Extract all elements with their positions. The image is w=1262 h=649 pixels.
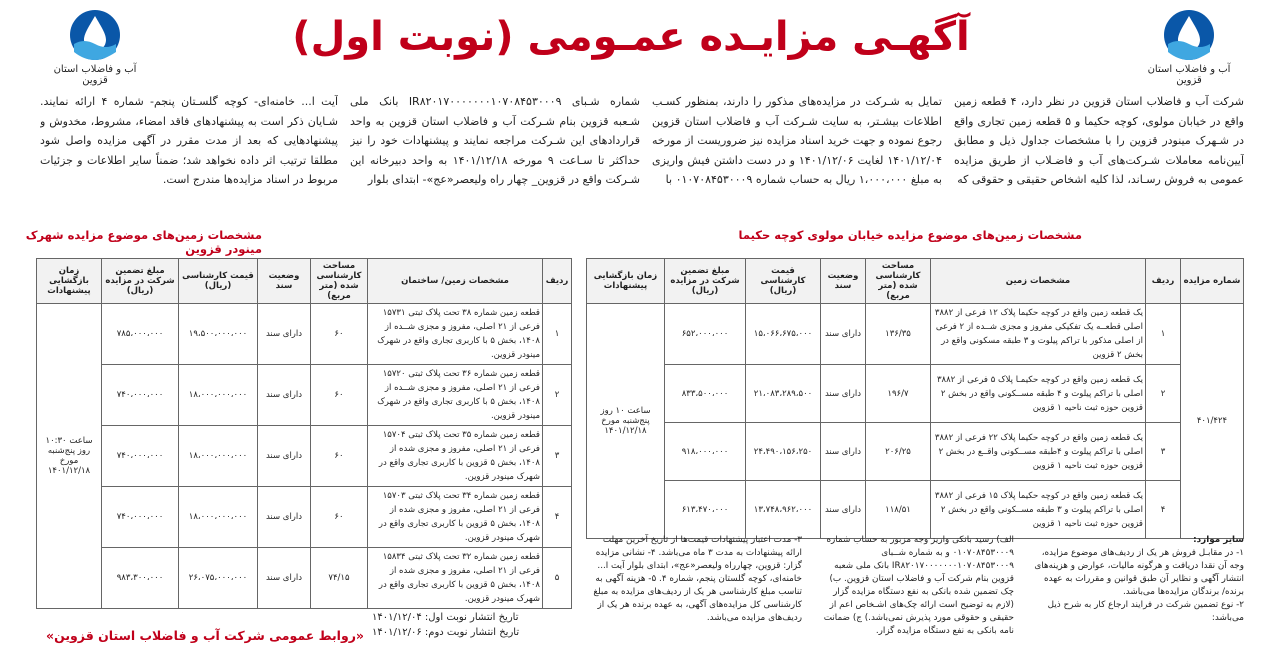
price: ۱۸،۰۰۰،۰۰۰،۰۰۰ <box>179 365 258 426</box>
notes-heading: سایر موارد: <box>1193 535 1244 545</box>
table-row <box>37 487 572 548</box>
area: ۶۰ <box>311 487 368 548</box>
header-cell: قیمت کارشناسی (ریال) <box>179 259 258 304</box>
area: ۷۴/۱۵ <box>311 548 368 609</box>
table-row <box>37 365 572 426</box>
intro-text <box>40 92 1244 220</box>
price: ۲۱،۰۸۳،۲۸۹،۵۰۰ <box>746 365 821 423</box>
row-number: ۵ <box>543 548 572 609</box>
doc-status: دارای سند <box>258 426 311 487</box>
land-desc: یک قطعه زمین واقع در کوچه حکیما پلاک ۱۵ فرعی از ۳۸۸۲ اصلی با تراکم پیلوت و ۳ طبقه مســکونی واقع در بخش ۲ قزوین حوزه ثبت ناحیه ۱ قزوین <box>931 481 1146 539</box>
row-number: ۳ <box>543 426 572 487</box>
intro-col-3: شماره شـبای IR۸۲۰۱۷۰۰۰۰۰۰۰۱۰۷۰۸۴۵۳۰۰۰۹ بانک ملی شـعبه قزوین بنام شـرکت آب و فاضلاب استان قزوین به واحد قراردادهای این شـرکت مراجعه نمایند و پیشنهادات خود را نیز حداکثر تا سـاعت ۹ مورخه ۱۴۰۱/۱۲/۱۸ به واحد دبیرخانه این شـرکت واقع در قزوین_ چهار راه ولیعصر«عج»- ابتدای بلوار <box>350 95 640 186</box>
header-cell: ردیف <box>1146 259 1181 304</box>
area: ۱۳۶/۳۵ <box>866 304 931 365</box>
guarantee: ۶۱۳،۴۷۰،۰۰۰ <box>665 481 746 539</box>
auction-number: ۴۰۱/۴۲۴ <box>1181 304 1244 539</box>
doc-status: دارای سند <box>821 481 866 539</box>
price: ۲۶،۰۷۵،۰۰۰،۰۰۰ <box>179 548 258 609</box>
land-desc: قطعه زمین شماره ۳۵ تحت پلاک ثبتی ۱۵۷۰۴ فرعی از ۲۱ اصلی، مفروز و مجزی شده از ۱۴۰۸، بخش ۵ قزوین با کاربری تجاری واقع در شهرک مینودر قزوین. <box>368 426 543 487</box>
signature: «روابط عمومی شرکت آب و فاضلاب استان قزوین» <box>46 628 364 643</box>
area: ۱۹۶/۷ <box>866 365 931 423</box>
doc-status: دارای سند <box>821 304 866 365</box>
table-row <box>37 304 572 365</box>
table2-title: مشخصات زمین‌های موضوع مزایده شهرک مینودر قزوین <box>25 228 262 256</box>
guarantee: ۷۴۰،۰۰۰،۰۰۰ <box>102 426 179 487</box>
header-cell: شماره مزایده <box>1181 259 1244 304</box>
guarantee: ۷۴۰،۰۰۰،۰۰۰ <box>102 487 179 548</box>
intro-col-4: آیت ا... خامنه‌ای- کوچه گلسـتان پنجم- شماره ۴ ارائه نمایند. شـایان ذکر است به پیشنهادهای فاقد امضاء، مشروط، مخدوش و پیشنهادهایی که بعد از مدت مقرر در آگهی مزایده واصل شود مطلقا ترتیب اثر داده نخواهد شد؛ ضمناً سایر اطلاعات و جزئیات مربوط در اسناد مزایده‌ها مندرج است. <box>40 95 338 186</box>
area: ۶۰ <box>311 304 368 365</box>
header-cell: زمان بازگشایی پیشنهادات <box>37 259 102 304</box>
table-row <box>587 365 1244 423</box>
opening-time: ساعت ۱۰ روز پنج‌شنبه مورخ ۱۴۰۱/۱۲/۱۸ <box>587 304 665 539</box>
doc-status: دارای سند <box>821 365 866 423</box>
guarantee: ۶۵۲،۰۰۰،۰۰۰ <box>665 304 746 365</box>
header-cell: وضعیت سند <box>258 259 311 304</box>
header-cell: زمان بازگشایی پیشنهادات <box>587 259 665 304</box>
table-molavi <box>586 258 1244 539</box>
doc-status: دارای سند <box>258 487 311 548</box>
header-cell: مبلغ تضمین شرکت در مزایده (ریال) <box>665 259 746 304</box>
org-caption: آب و فاضلاب استان قزوین <box>1147 64 1231 86</box>
table-header-row <box>37 259 572 304</box>
land-desc: قطعه زمین شماره ۳۲ تحت پلاک ثبتی ۱۵۸۳۴ فرعی از ۲۱ اصلی، مفروز و مجزی شده از ۱۴۰۸، بخش ۵ قزوین با کاربری تجاری واقع در شهرک مینودر قزوین. <box>368 548 543 609</box>
table1-title: مشخصات زمین‌های موضوع مزایده خیابان مولوی کوچه حکیما <box>738 228 1082 242</box>
publish-date-1: تاریخ انتشار نوبت اول: ۱۴۰۱/۱۲/۰۴ <box>372 612 519 623</box>
price: ۱۵،۰۶۶،۶۷۵،۰۰۰ <box>746 304 821 365</box>
guarantee: ۷۸۵،۰۰۰،۰۰۰ <box>102 304 179 365</box>
table-row <box>587 481 1244 539</box>
header-cell: قیمت کارشناسی (ریال) <box>746 259 821 304</box>
row-number: ۴ <box>543 487 572 548</box>
table-row <box>37 548 572 609</box>
doc-status: دارای سند <box>258 304 311 365</box>
org-caption: آب و فاضلاب استان قزوین <box>53 64 137 86</box>
land-desc: یک قطعه زمین واقع در کوچه حکیمـا پلاک ۵ فرعی از ۳۸۸۲ اصلی با تراکم پیلوت و ۴ طبقه مســکونی واقع در بخش ۲ قزوین حوزه ثبت ناحیه ۱ قزوین <box>931 365 1146 423</box>
note-1: ۱- در مقابـل فروش هر یک از ردیف‌های موضوع مزایده، وجه آن نقدا دریافت و هرگونه مالیات، عوارض و هزینه‌های انتشار آگهی و نظایر آن طبق قوانین و مقررات به عهده برنده/ برندگان مزایده‌ها می‌باشد. <box>1034 548 1244 597</box>
land-desc: یک قطعه زمین واقع در کوچه حکیما پلاک ۱۲ فرعی از ۳۸۸۲ اصلی قطعــه یک تفکیکی مفروز و مجزی شــده از ۲ فرعی از اصلی مذکور با تراکم پیلوت و ۳ طبقه مسکونی واقع در بخش ۲ قزوین <box>931 304 1146 365</box>
table-row <box>587 304 1244 365</box>
header-cell: مشخصات زمین/ ساختمان <box>368 259 543 304</box>
price: ۱۳،۷۴۸،۹۶۲،۰۰۰ <box>746 481 821 539</box>
price: ۱۸،۰۰۰،۰۰۰،۰۰۰ <box>179 426 258 487</box>
intro-col-1: شرکت آب و فاضلاب استان قزوین در نظر دارد، ۴ قطعه زمین واقع در خیابان مولوی، کوچه حکیما و ۵ قطعه زمین تجاری واقع در شـهرک مینودر قزوین را با مشخصات جداول ذیل و مطابق آیین‌نامه معاملات شـرکت‌های آب و فاضـلاب از طریق مزایده عمومی به فروش رسـاند، لذا کلیه اشخاص حقیقی و حقوقی که <box>954 95 1244 186</box>
page-title: آگهـی مزایـده عمـومی (نوبت اول) <box>292 14 970 60</box>
row-number: ۳ <box>1146 423 1181 481</box>
notes-col-1 <box>1026 534 1244 642</box>
guarantee: ۷۴۰،۰۰۰،۰۰۰ <box>102 365 179 426</box>
land-desc: قطعه زمین شماره ۳۶ تحت پلاک ثبتی ۱۵۷۲۰ فرعی از ۲۱ اصلی، مفروز و مجزی شــده از ۱۴۰۸، بخش ۵ با کاربری تجاری واقع در شهرک مینودر قزوین. <box>368 365 543 426</box>
area: ۶۰ <box>311 426 368 487</box>
land-desc: یک قطعه زمین واقع در کوچه حکیما پلاک ۲۲ فرعی از ۳۸۸۲ اصلی با تراکم پیلوت و ۴طبقه مســکونی واقــع در بخش ۲ قزوین حوزه ثبت ناحیه ۱ قزوین <box>931 423 1146 481</box>
header-cell: ردیف <box>543 259 572 304</box>
opening-time: ساعت ۱۰:۳۰ روز پنج‌شنبه مورخ ۱۴۰۱/۱۲/۱۸ <box>37 304 102 609</box>
price: ۱۸،۰۰۰،۰۰۰،۰۰۰ <box>179 487 258 548</box>
header-cell: وضعیت سند <box>821 259 866 304</box>
area: ۶۰ <box>311 365 368 426</box>
land-desc: قطعه زمین شماره ۳۸ تحت پلاک ثبتی ۱۵۷۳۱ فرعی از ۲۱ اصلی، مفروز و مجزی شــده از ۱۴۰۸، بخش ۵ با کاربری تجاری واقع در شهرک مینودر قزوین. <box>368 304 543 365</box>
price: ۲۴،۴۹۰،۱۵۶،۲۵۰ <box>746 423 821 481</box>
table-row <box>37 426 572 487</box>
area: ۲۰۶/۲۵ <box>866 423 931 481</box>
price: ۱۹،۵۰۰،۰۰۰،۰۰۰ <box>179 304 258 365</box>
row-number: ۱ <box>543 304 572 365</box>
guarantee: ۹۸۳،۳۰۰،۰۰۰ <box>102 548 179 609</box>
table-minoodar <box>36 258 572 609</box>
header-cell: مساحت کارشناسی شده (متر مربع) <box>866 259 931 304</box>
guarantee: ۹۱۸،۰۰۰،۰۰۰ <box>665 423 746 481</box>
row-number: ۴ <box>1146 481 1181 539</box>
row-number: ۲ <box>543 365 572 426</box>
table-header-row <box>587 259 1244 304</box>
notes-col-3: ۳- مدت اعتبار پیشنهادات قیمت‌ها از تاریخ آخرین مهلت ارائه پیشنهادات به مدت ۳ ماه می‌باشد. ۴- نشانی مزایده گزار: قزوین، چهارراه ولیعصر«عج»، ابتدای بلوار آیت ا... خامنه‌ای، کوچه گلستان پنجم، شماره ۴. ۵- هزینه آگهی به تناسب مبلغ کارشناسی هر یک از ردیف‌های مزایده به مبلغ کارشناسی کل مزایده‌های آگهی، به عهده برنده هر یک از ردیف‌های مزایده می‌باشد. <box>593 535 802 623</box>
doc-status: دارای سند <box>258 365 311 426</box>
header-cell: مشخصات زمین <box>931 259 1146 304</box>
publish-date-2: تاریخ انتشار نوبت دوم: ۱۴۰۱/۱۲/۰۶ <box>372 627 520 638</box>
area: ۱۱۸/۵۱ <box>866 481 931 539</box>
header-cell: مساحت کارشناسی شده (متر مربع) <box>311 259 368 304</box>
notes-col-2: الف) رسید بانکی واریز وجه مزبور به حساب شماره ۰۱۰۷۰۸۴۵۳۰۰۰۹ و به شماره شــبای IR۸۲۰۱۷۰۰۰۰۰۰۰۱۰۷۰۸۴۵۳۰۰۰۹ بانک ملی شعبه قزوین بنام شرکت آب و فاضلاب استان قزوین. ب) چک تضمین شده بانکی به نفع دستگاه مزایده گزار (لازم به توضیح است ارائه چک‌های اشـخاص اعم از حقیقی و حقوقی مورد پذیرش نمی‌باشد.) ج) ضمانت نامه بانکی به نفع دستگاه مزایده گزار. <box>823 535 1014 636</box>
note-2: ۲- نوع تضمین شرکت در فرایند ارجاع کار به شرح ذیل می‌باشد: <box>1047 600 1244 623</box>
header-cell: مبلغ تضمین شرکت در مزایده (ریال) <box>102 259 179 304</box>
intro-col-2: تمایل به شـرکت در مزایده‌های مذکور را دارند، بمنظور کسـب اطلاعات بیشـتر، به سایت شـرکت آب و فاضلاب استان قزوین رجوع نموده و جهت خرید اسناد مزایده نیز ضروریست از مورخه ۱۴۰۱/۱۲/۰۴ لغایت ۱۴۰۱/۱۲/۰۶ و در دست داشتن فیش واریزی به مبلغ ۱،۰۰۰،۰۰۰ ریال به حساب شماره ۰۱۰۷۰۸۴۵۳۰۰۰۹ با <box>652 95 942 186</box>
table-row <box>587 423 1244 481</box>
row-number: ۲ <box>1146 365 1181 423</box>
guarantee: ۸۳۳،۵۰۰،۰۰۰ <box>665 365 746 423</box>
row-number: ۱ <box>1146 304 1181 365</box>
doc-status: دارای سند <box>821 423 866 481</box>
doc-status: دارای سند <box>258 548 311 609</box>
land-desc: قطعه زمین شماره ۳۴ تحت پلاک ثبتی ۱۵۷۰۳ فرعی از ۲۱ اصلی، مفروز و مجزی شده از ۱۴۰۸، بخش ۵ قزوین با کاربری تجاری واقع در شهرک مینودر قزوین. <box>368 487 543 548</box>
